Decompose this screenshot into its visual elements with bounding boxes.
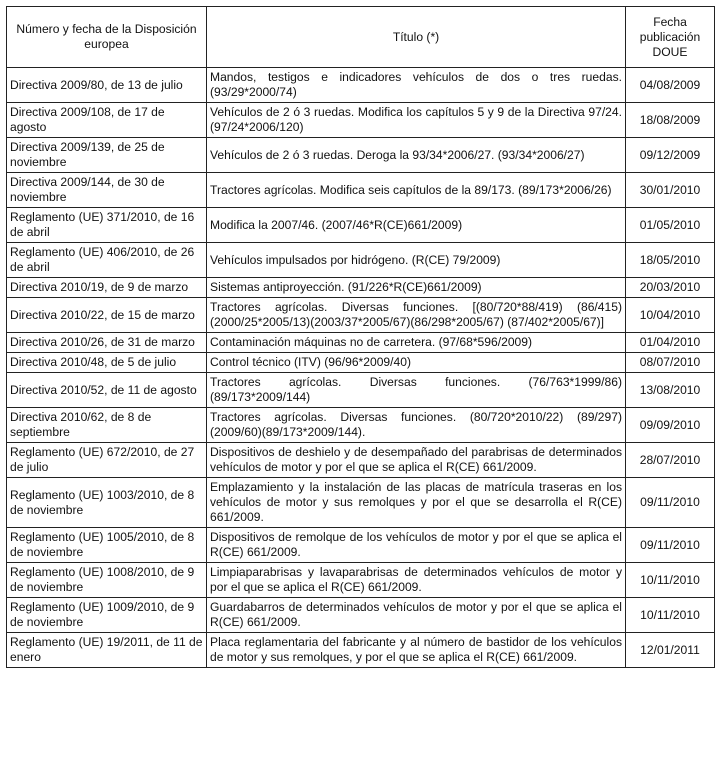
cell-fecha: 28/07/2010 <box>626 443 715 478</box>
cell-fecha: 10/11/2010 <box>626 563 715 598</box>
cell-fecha: 30/01/2010 <box>626 173 715 208</box>
table-row <box>7 243 715 278</box>
cell-fecha: 04/08/2009 <box>626 68 715 103</box>
cell-titulo: Vehículos de 2 ó 3 ruedas. Deroga la 93/34*2006/27. (93/34*2006/27) <box>207 138 626 173</box>
cell-titulo: Tractores agrícolas. Diversas funciones. (76/763*1999/86)(89/173*2009/144) <box>207 373 626 408</box>
cell-titulo: Vehículos de 2 ó 3 ruedas. Modifica los capítulos 5 y 9 de la Directiva 97/24. (97/24*2006/120) <box>207 103 626 138</box>
cell-titulo: Guardabarros de determinados vehículos de motor y por el que se aplica el R(CE) 661/2009. <box>207 598 626 633</box>
table-row <box>7 408 715 443</box>
header-fecha: Fecha publicación DOUE <box>626 7 715 68</box>
table-row <box>7 373 715 408</box>
cell-titulo: Contaminación máquinas no de carretera. (97/68*596/2009) <box>207 333 626 353</box>
cell-disposicion: Reglamento (UE) 1003/2010, de 8 de noviembre <box>7 478 207 528</box>
cell-disposicion: Directiva 2010/48, de 5 de julio <box>7 353 207 373</box>
cell-disposicion: Reglamento (UE) 19/2011, de 11 de enero <box>7 633 207 668</box>
table-row <box>7 443 715 478</box>
cell-disposicion: Directiva 2010/52, de 11 de agosto <box>7 373 207 408</box>
cell-titulo: Vehículos impulsados por hidrógeno. (R(CE) 79/2009) <box>207 243 626 278</box>
table-row <box>7 298 715 333</box>
table-header-row <box>7 7 715 68</box>
cell-fecha: 12/01/2011 <box>626 633 715 668</box>
cell-disposicion: Directiva 2010/22, de 15 de marzo <box>7 298 207 333</box>
table-row <box>7 528 715 563</box>
cell-titulo: Dispositivos de deshielo y de desempañado del parabrisas de determinados vehículos de motor y por el que se aplica el R(CE) 661/2009. <box>207 443 626 478</box>
cell-fecha: 01/04/2010 <box>626 333 715 353</box>
cell-disposicion: Reglamento (UE) 1008/2010, de 9 de noviembre <box>7 563 207 598</box>
cell-titulo: Tractores agrícolas. Diversas funciones. (80/720*2010/22) (89/297) (2009/60)(89/173*2009/144). <box>207 408 626 443</box>
cell-fecha: 09/11/2010 <box>626 478 715 528</box>
cell-fecha: 09/11/2010 <box>626 528 715 563</box>
cell-disposicion: Reglamento (UE) 1005/2010, de 8 de noviembre <box>7 528 207 563</box>
cell-disposicion: Reglamento (UE) 406/2010, de 26 de abril <box>7 243 207 278</box>
table-row <box>7 478 715 528</box>
table-row <box>7 173 715 208</box>
cell-fecha: 20/03/2010 <box>626 278 715 298</box>
cell-disposicion: Reglamento (UE) 371/2010, de 16 de abril <box>7 208 207 243</box>
cell-disposicion: Directiva 2010/26, de 31 de marzo <box>7 333 207 353</box>
cell-fecha: 18/05/2010 <box>626 243 715 278</box>
table-row <box>7 633 715 668</box>
cell-disposicion: Directiva 2010/19, de 9 de marzo <box>7 278 207 298</box>
header-disposicion: Número y fecha de la Disposición europea <box>7 7 207 68</box>
regulations-table <box>6 6 715 668</box>
table-row <box>7 598 715 633</box>
cell-disposicion: Reglamento (UE) 1009/2010, de 9 de noviembre <box>7 598 207 633</box>
header-titulo: Título (*) <box>207 7 626 68</box>
cell-fecha: 09/12/2009 <box>626 138 715 173</box>
cell-fecha: 08/07/2010 <box>626 353 715 373</box>
cell-titulo: Mandos, testigos e indicadores vehículos de dos o tres ruedas. (93/29*2000/74) <box>207 68 626 103</box>
cell-disposicion: Directiva 2009/108, de 17 de agosto <box>7 103 207 138</box>
cell-titulo: Control técnico (ITV) (96/96*2009/40) <box>207 353 626 373</box>
document-page <box>6 6 715 668</box>
table-row <box>7 353 715 373</box>
cell-titulo: Tractores agrícolas. Diversas funciones. [(80/720*88/419) (86/415) (2000/25*2005/13)(2003/37*2005/67)(86/298*2005/67) (87/402*2005/67)] <box>207 298 626 333</box>
cell-fecha: 18/08/2009 <box>626 103 715 138</box>
cell-disposicion: Directiva 2010/62, de 8 de septiembre <box>7 408 207 443</box>
cell-titulo: Placa reglamentaria del fabricante y al número de bastidor de los vehículos de motor y sus remolques, y por el que se aplica el R(CE) 661/2009. <box>207 633 626 668</box>
cell-disposicion: Directiva 2009/139, de 25 de noviembre <box>7 138 207 173</box>
cell-fecha: 10/11/2010 <box>626 598 715 633</box>
cell-fecha: 10/04/2010 <box>626 298 715 333</box>
table-body <box>7 68 715 668</box>
cell-fecha: 13/08/2010 <box>626 373 715 408</box>
cell-titulo: Limpiaparabrisas y lavaparabrisas de determinados vehículos de motor y por el que se aplica el R(CE) 661/2009. <box>207 563 626 598</box>
table-row <box>7 208 715 243</box>
cell-titulo: Dispositivos de remolque de los vehículos de motor y por el que se aplica el R(CE) 661/2009. <box>207 528 626 563</box>
cell-disposicion: Directiva 2009/144, de 30 de noviembre <box>7 173 207 208</box>
cell-titulo: Sistemas antiproyección. (91/226*R(CE)661/2009) <box>207 278 626 298</box>
table-row <box>7 563 715 598</box>
table-row <box>7 138 715 173</box>
cell-titulo: Modifica la 2007/46. (2007/46*R(CE)661/2009) <box>207 208 626 243</box>
table-row <box>7 103 715 138</box>
cell-disposicion: Directiva 2009/80, de 13 de julio <box>7 68 207 103</box>
cell-fecha: 01/05/2010 <box>626 208 715 243</box>
cell-titulo: Emplazamiento y la instalación de las placas de matrícula traseras en los vehículos de motor y sus remolques y por el que se desarrolla el R(CE) 661/2009. <box>207 478 626 528</box>
cell-fecha: 09/09/2010 <box>626 408 715 443</box>
table-row <box>7 278 715 298</box>
table-row <box>7 68 715 103</box>
table-row <box>7 333 715 353</box>
cell-disposicion: Reglamento (UE) 672/2010, de 27 de julio <box>7 443 207 478</box>
cell-titulo: Tractores agrícolas. Modifica seis capítulos de la 89/173. (89/173*2006/26) <box>207 173 626 208</box>
